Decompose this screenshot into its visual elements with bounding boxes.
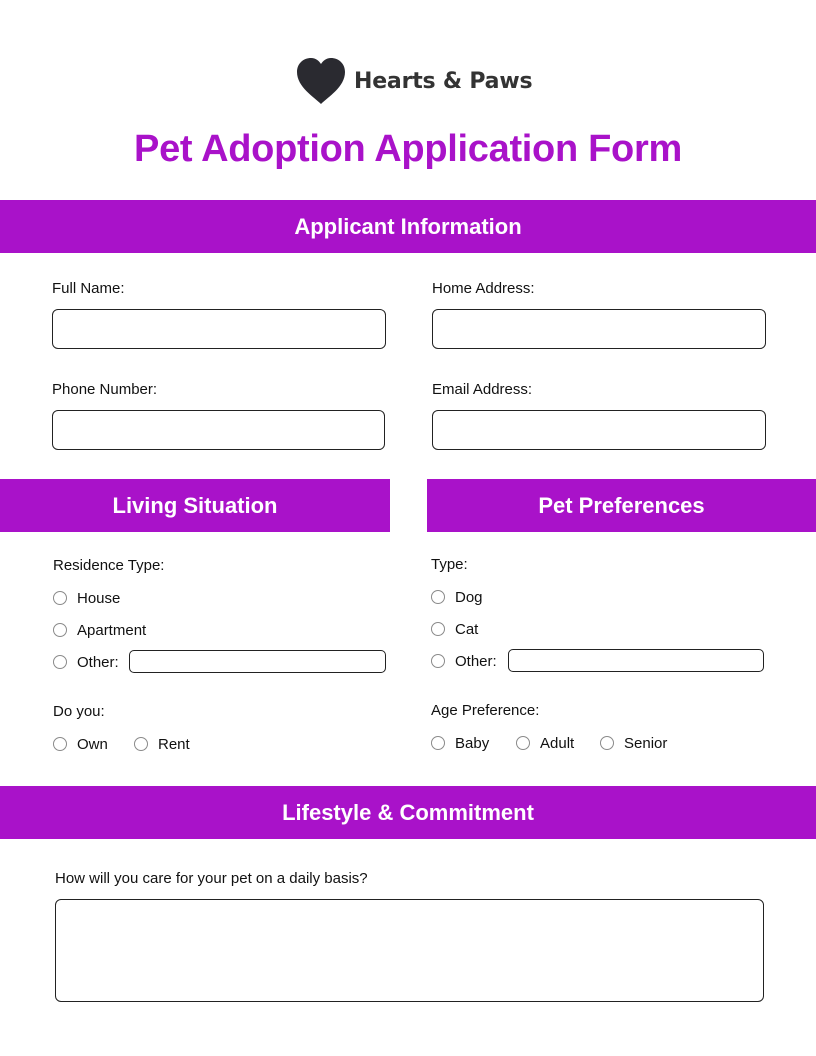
radio-icon[interactable] — [600, 736, 614, 750]
pet-type-label: Type: — [431, 556, 468, 573]
section-header-pet: Pet Preferences — [427, 479, 816, 532]
phone-label: Phone Number: — [52, 381, 158, 398]
radio-icon[interactable] — [516, 736, 530, 750]
brand-logo — [294, 56, 532, 106]
phone-input[interactable] — [52, 410, 385, 450]
age-option-adult[interactable]: Adult — [516, 733, 574, 753]
radio-icon[interactable] — [431, 736, 445, 750]
home-address-input[interactable] — [432, 309, 766, 349]
residence-other-input[interactable] — [129, 650, 386, 673]
option-own[interactable]: Own — [53, 734, 108, 754]
brand-name: Hearts & Paws — [354, 68, 533, 94]
option-rent[interactable]: Rent — [134, 734, 190, 754]
home-address-label: Home Address: — [432, 280, 535, 297]
age-option-senior[interactable]: Senior — [600, 733, 667, 753]
do-you-label: Do you: — [53, 703, 105, 720]
residence-type-label: Residence Type: — [53, 557, 165, 574]
age-option-baby[interactable]: Baby — [431, 733, 489, 753]
daily-care-question: How will you care for your pet on a daily basis? — [55, 870, 368, 887]
email-label: Email Address: — [432, 381, 533, 398]
pet-type-option-other[interactable]: Other: — [431, 651, 497, 671]
pet-type-other-input[interactable] — [508, 649, 764, 672]
residence-option-apartment[interactable]: Apartment — [53, 620, 146, 640]
email-input[interactable] — [432, 410, 766, 450]
full-name-input[interactable] — [52, 309, 386, 349]
age-preference-label: Age Preference: — [431, 702, 540, 719]
residence-option-other[interactable]: Other: — [53, 652, 119, 672]
radio-icon[interactable] — [53, 591, 67, 605]
radio-icon[interactable] — [53, 655, 67, 669]
full-name-label: Full Name: — [52, 280, 125, 297]
daily-care-textarea[interactable] — [55, 899, 764, 1002]
pet-type-option-cat[interactable]: Cat — [431, 619, 478, 639]
radio-icon[interactable] — [431, 590, 445, 604]
pet-type-option-dog[interactable]: Dog — [431, 587, 483, 607]
radio-icon[interactable] — [431, 654, 445, 668]
radio-icon[interactable] — [53, 623, 67, 637]
section-header-applicant: Applicant Information — [0, 200, 816, 253]
page-title: Pet Adoption Application Form — [134, 128, 682, 170]
residence-option-house[interactable]: House — [53, 588, 120, 608]
radio-icon[interactable] — [431, 622, 445, 636]
heart-icon — [294, 56, 348, 106]
section-header-lifestyle: Lifestyle & Commitment — [0, 786, 816, 839]
radio-icon[interactable] — [53, 737, 67, 751]
radio-icon[interactable] — [134, 737, 148, 751]
section-header-living: Living Situation — [0, 479, 390, 532]
